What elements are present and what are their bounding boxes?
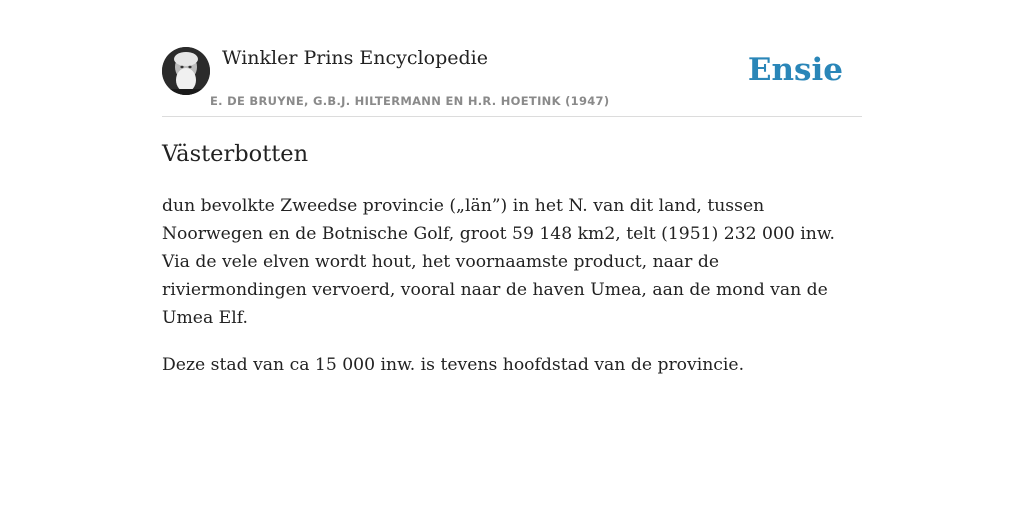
article-paragraph: Deze stad van ca 15 000 inw. is tevens hoofdstad van de provincie. <box>162 355 745 375</box>
article-title: Västerbotten <box>162 141 309 167</box>
author-avatar[interactable] <box>162 47 210 95</box>
ensie-logo-link[interactable]: Ensie <box>747 52 843 88</box>
portrait-icon <box>162 47 210 95</box>
article-paragraph: dun bevolkte Zweedse provincie („län”) in het N. van dit land, tussen Noorwegen en de Botnische Golf, groot 59 148 km2, telt (1951) 232 000 inw. Via de vele elven wordt hout, het voornaamste product, naar de riviermondingen vervoerd, vooral naar de haven Umea, aan de mond van de Umea Elf. <box>162 196 835 328</box>
article-body <box>162 192 862 398</box>
source-title[interactable]: Winkler Prins Encyclopedie <box>222 47 488 69</box>
source-header <box>162 45 862 117</box>
source-authors: E. DE BRUYNE, G.B.J. HILTERMANN EN H.R. HOETINK (1947) <box>210 94 610 108</box>
